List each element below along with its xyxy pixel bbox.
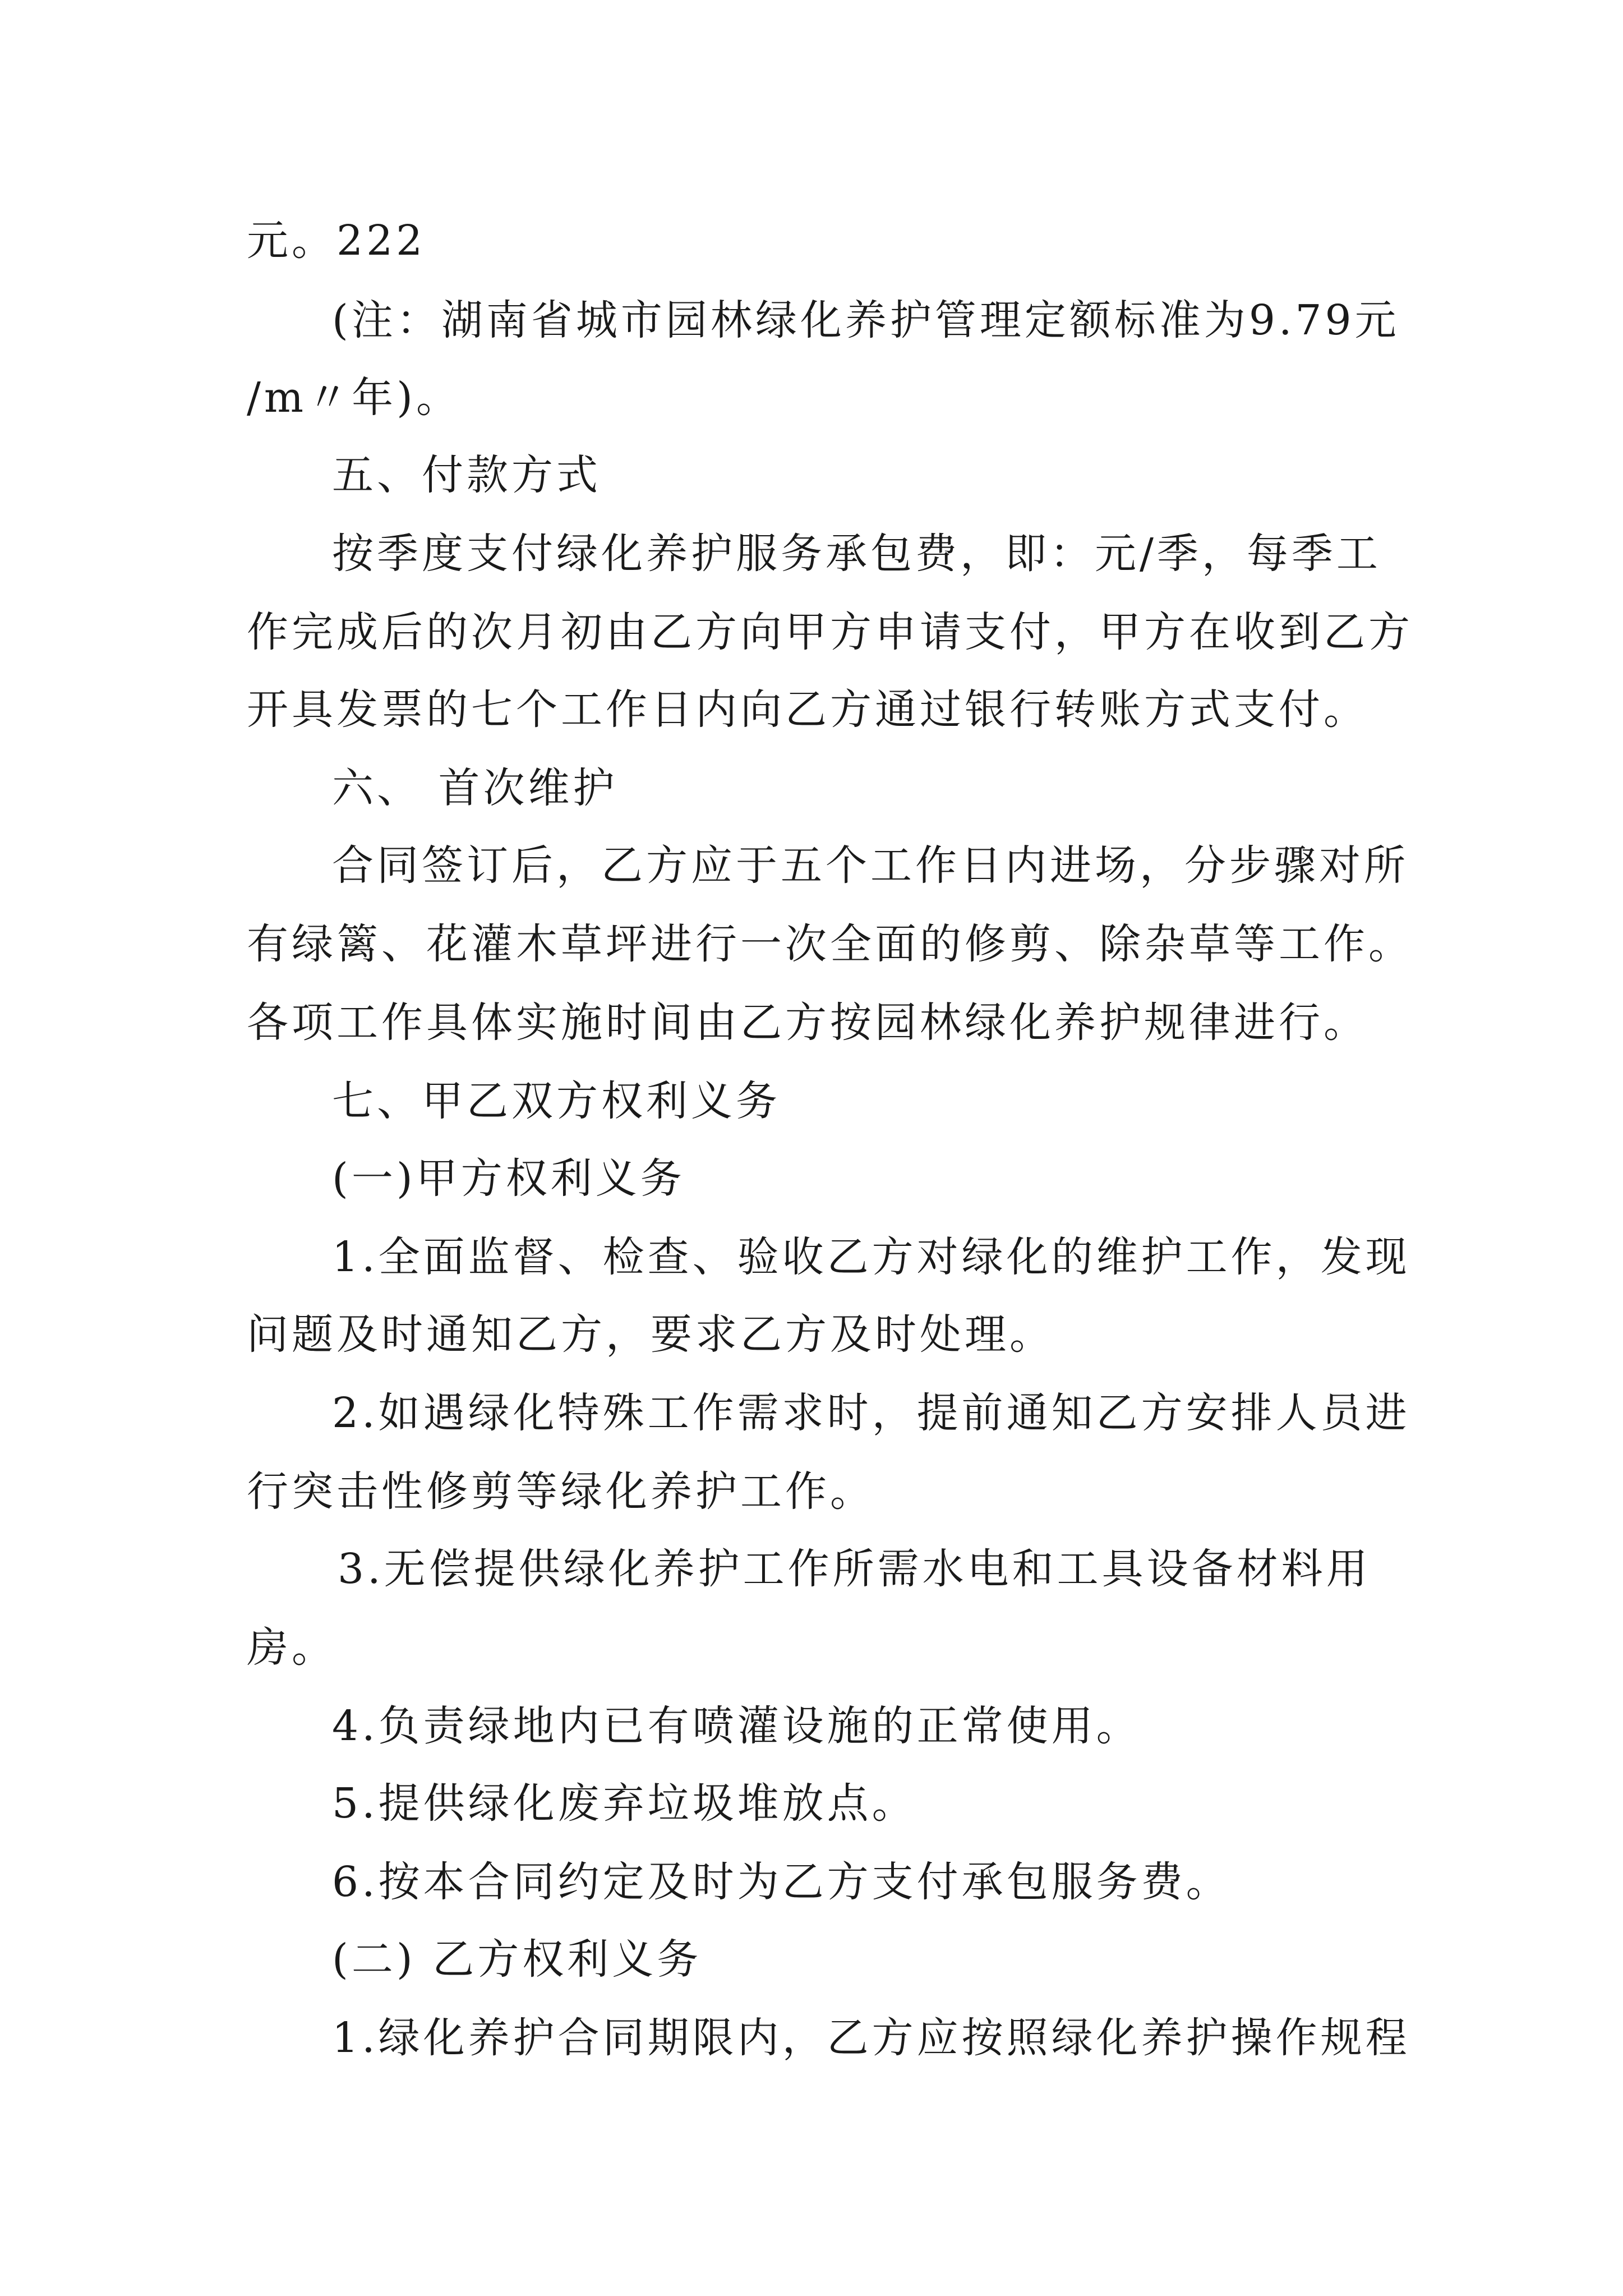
text-line: 按季度支付绿化养护服务承包费，即：元/季，每季工 (332, 530, 1381, 578)
text-line: 问题及时通知乙方，要求乙方及时处理。 (247, 1310, 1054, 1359)
text-line: 房。 (247, 1623, 336, 1672)
text-line: 各项工作具体实施时间由乙方按园林绿化养护规律进行。 (247, 999, 1368, 1047)
text-line: 作完成后的次月初由乙方向甲方申请支付，甲方在收到乙方 (247, 608, 1413, 656)
text-line: /m〃年)。 (247, 374, 461, 422)
text-line: 2.如遇绿化特殊工作需求时，提前通知乙方安排人员进 (332, 1389, 1410, 1437)
text-line: 合同签订后，乙方应于五个工作日内进场，分步骤对所 (332, 841, 1409, 890)
text-line: 5.提供绿化废弃垃圾堆放点。 (332, 1779, 917, 1828)
text-line: 3.无偿提供绿化养护工作所需水电和工具设备材料用 (338, 1545, 1371, 1593)
section-heading: 五、付款方式 (332, 451, 601, 499)
subsection-heading: (二) 乙方权利义务 (332, 1935, 702, 1984)
text-line: 4.负责绿地内已有喷灌设施的正常使用。 (332, 1702, 1141, 1750)
text-line: 行突击性修剪等绿化养护工作。 (247, 1467, 875, 1516)
section-heading: 六、 首次维护 (332, 764, 618, 812)
text-line: 有绿篱、花灌木草坪进行一次全面的修剪、除杂草等工作。 (247, 920, 1413, 968)
text-line: 元。222 (247, 217, 426, 265)
text-line: 6.按本合同约定及时为乙方支付承包服务费。 (332, 1858, 1231, 1906)
text-line: 开具发票的七个工作日内向乙方通过银行转账方式支付。 (247, 685, 1368, 734)
subsection-heading: (一)甲方权利义务 (332, 1154, 685, 1203)
text-line: (注：湖南省城市园林绿化养护管理定额标准为9.79元 (332, 296, 1400, 344)
text-line: 1.全面监督、检查、验收乙方对绿化的维护工作，发现 (332, 1233, 1410, 1281)
text-line: 1.绿化养护合同期限内，乙方应按照绿化养护操作规程 (332, 2014, 1410, 2062)
section-heading: 七、甲乙双方权利义务 (332, 1077, 781, 1125)
